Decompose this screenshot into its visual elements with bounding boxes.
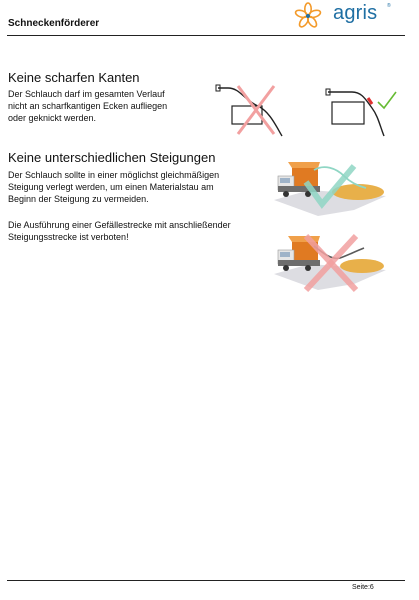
section-heading-sharp-edges: Keine scharfen Kanten [8,70,140,85]
truck-even-slope-correct-figure [270,152,388,222]
paragraph-line: nicht an scharfkantigen Ecken aufliegen [8,101,168,111]
section-2-paragraph-2 [8,219,231,243]
logo-wordmark: agris [333,2,378,24]
paragraph-line: Steigung verlegt werden, um einen Materialstau am [8,182,214,192]
truck-decline-incline-forbidden-figure [270,228,388,298]
footer-divider [7,580,405,581]
paragraph-line: Der Schlauch sollte in einer möglichst gleichmäßigen [8,170,220,180]
page-number: Seite:6 [352,584,374,591]
logo-registered-mark: ® [387,3,391,9]
paragraph-line: Beginn der Steigung zu vermeiden. [8,194,149,204]
hose-correct-routing-figure [322,82,400,140]
paragraph-line: oder geknickt werden. [8,113,97,123]
section-heading-uneven-slopes: Keine unterschiedlichen Steigungen [8,150,216,165]
paragraph-line: Die Ausführung einer Gefällestrecke mit anschließender [8,220,231,230]
document-header-title: Schneckenförderer [8,18,100,29]
section-1-paragraph [8,88,167,124]
paragraph-line: Der Schlauch darf im gesamten Verlauf [8,89,165,99]
section-2-paragraph-1 [8,169,219,205]
hose-sharp-edge-wrong-figure [210,78,292,140]
header-divider [7,35,405,36]
paragraph-line: Steigungsstrecke ist verboten! [8,232,129,242]
